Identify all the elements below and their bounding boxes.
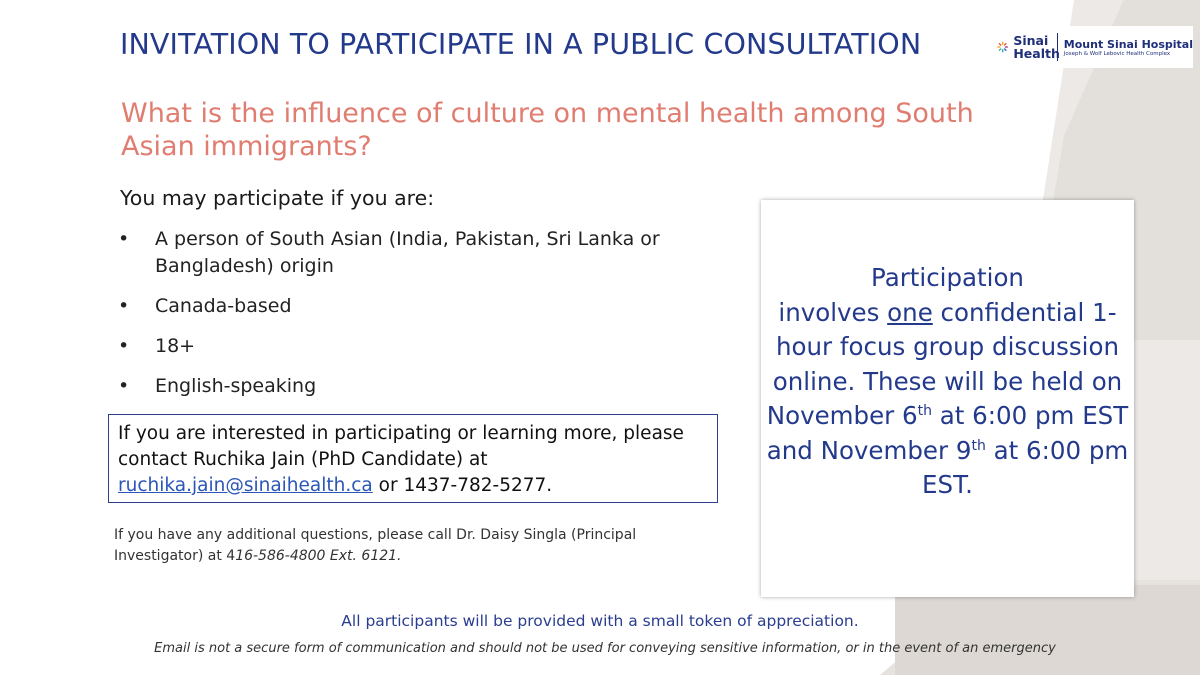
list-item: • 18+ bbox=[118, 333, 678, 360]
participation-info-box bbox=[761, 200, 1134, 597]
logo-hospital-sub: Joseph & Wolf Lebovic Health Complex bbox=[1063, 50, 1171, 57]
eligibility-list bbox=[118, 226, 678, 413]
participation-text: Participation involves one confidential 1-hour focus group discussion online. These will be held on November 6th at 6:00 pm EST and November 9th at 6:00 pm EST. bbox=[766, 263, 1129, 499]
eligibility-heading: You may participate if you are: bbox=[120, 186, 435, 210]
pi-phone: 16-586-4800 Ext. 6121. bbox=[235, 548, 402, 564]
additional-questions: If you have any additional questions, please call Dr. Daisy Singla (Principal Investigator) at 416-586-4800 Ext. 6121. bbox=[114, 527, 637, 564]
background-shape bbox=[895, 585, 1200, 675]
token-notice: All participants will be provided with a small token of appreciation. bbox=[341, 612, 859, 630]
contact-text: If you are interested in participating or learning more, please contact Ruchika Jain (PhD Candidate) at bbox=[118, 423, 684, 470]
research-question: What is the influence of culture on mental health among South Asian immigrants? bbox=[121, 98, 974, 162]
email-link[interactable]: ruchika.jain@sinaihealth.ca bbox=[118, 475, 373, 496]
sinai-star-icon bbox=[997, 34, 1008, 60]
list-item: • A person of South Asian (India, Pakistan, Sri Lanka or Bangladesh) origin bbox=[118, 228, 660, 277]
email-disclaimer: Email is not a secure form of communication and should not be used for conveying sensitive information, or in the event of an emergency bbox=[154, 641, 1056, 656]
logo-hospital-name: Mount Sinai Hospital bbox=[1063, 37, 1193, 51]
bullet-icon: • bbox=[118, 228, 130, 250]
page-title: INVITATION TO PARTICIPATE IN A PUBLIC CONSULTATION bbox=[120, 28, 922, 61]
list-item: • Canada-based bbox=[118, 293, 678, 320]
emphasis-one: one bbox=[887, 297, 933, 327]
contact-box bbox=[108, 414, 718, 503]
bullet-icon: • bbox=[118, 375, 130, 397]
bullet-icon: • bbox=[118, 295, 130, 317]
sinai-health-logo bbox=[993, 26, 1193, 68]
logo-brand: Sinai Health bbox=[1013, 33, 1060, 61]
contact-phone: or 1437-782-5277. bbox=[378, 475, 553, 496]
list-item: • English-speaking bbox=[118, 373, 678, 400]
bullet-icon: • bbox=[118, 335, 130, 357]
